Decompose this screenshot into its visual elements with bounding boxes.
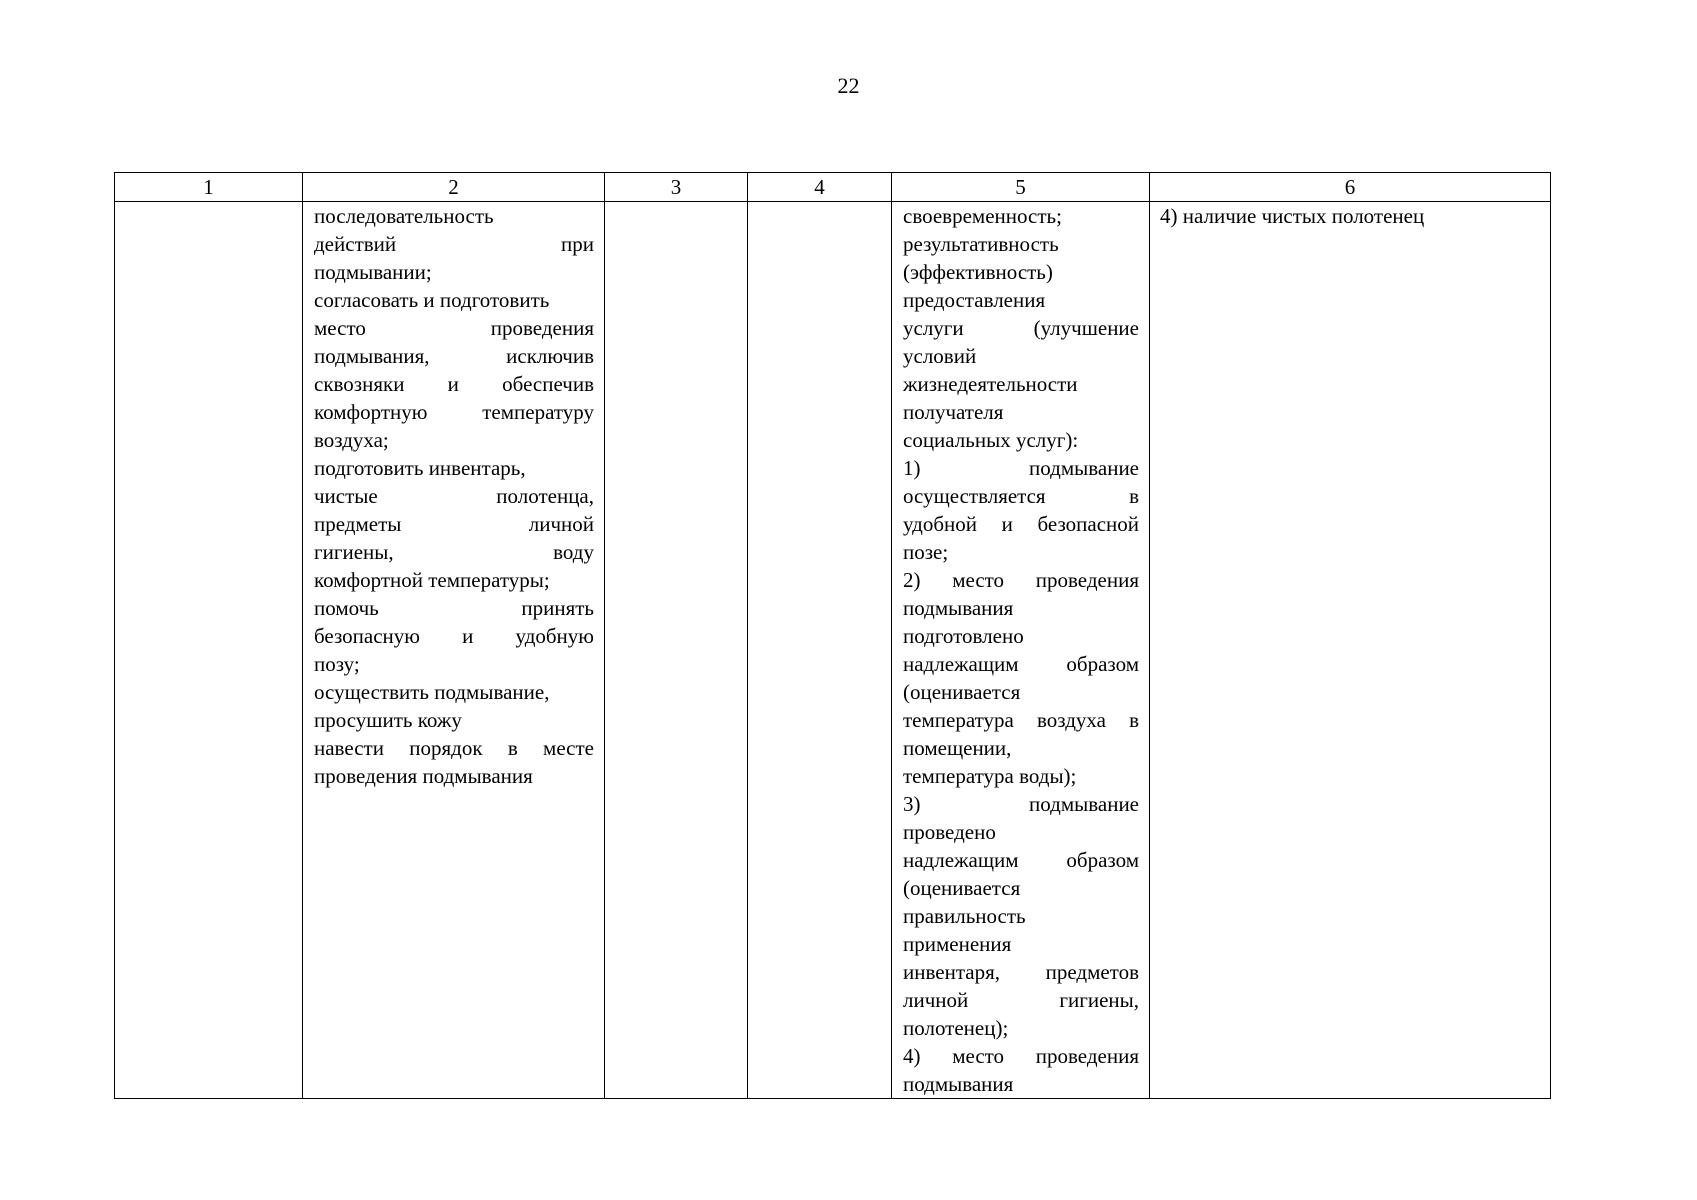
col-2-line: подмывания, исключив [314,344,594,368]
col-2-line: чистые полотенца, [314,484,594,508]
col-5-line: предоставления [903,288,1046,312]
col-5-line: подготовлено [903,624,1024,648]
col-5-line: температура воды); [903,764,1077,788]
col-2-line: сквозняки и обеспечив [314,372,594,396]
col-2-line: позу; [314,652,360,676]
col-5-line: надлежащим образом [903,848,1139,872]
col-5-line: условий [903,344,977,368]
col-5-line: (оценивается [903,680,1021,704]
page-number: 22 [837,73,860,98]
column-header-5: 5 [892,173,1150,202]
col-2-line: подготовить инвентарь, [314,456,526,480]
col-2-line: место проведения [314,316,594,340]
col-5-line: 3) подмывание [903,792,1139,816]
cell-col-1 [115,202,303,1099]
cell-col-2-text [303,202,604,790]
column-header-2: 2 [303,173,605,202]
col-5-line: надлежащим образом [903,652,1139,676]
col-2-line: просушить кожу [314,708,462,732]
col-2-line: проведения подмывания [314,764,533,788]
col-5-line: полотенец); [903,1016,1009,1040]
cell-col-4 [748,202,892,1099]
col-5-line: социальных услуг): [903,428,1079,452]
col-5-line: помещении, [903,736,1012,760]
table-row [115,202,1551,1099]
col-2-line: действий при [314,232,594,256]
col-2-line: комфортную температуру [314,400,594,424]
col-5-line: получателя [903,400,1004,424]
col-2-line: предметы личной [314,512,594,536]
col-5-line: (оценивается [903,876,1021,900]
cell-col-5-text [892,202,1149,1098]
cell-col-2 [303,202,605,1099]
col-5-line: применения [903,932,1012,956]
col-5-line: 1) подмывание [903,456,1139,480]
cell-col-6 [1150,202,1551,1099]
col-5-line: проведено [903,820,996,844]
col-5-line: жизнедеятельности [903,372,1078,396]
col-5-line: 2) место проведения [903,568,1139,592]
col-5-line: осуществляется в [903,484,1139,508]
document-table [114,172,1551,1099]
col-2-line: согласовать и подготовить [314,288,550,312]
col-5-line: услуги (улучшение [903,316,1139,340]
col-5-line: удобной и безопасной [903,512,1139,536]
col-2-line: осуществить подмывание, [314,680,550,704]
col-5-line: 4) место проведения [903,1044,1139,1068]
col-5-line: результативность [903,232,1059,256]
col-2-line: гигиены, воду [314,540,594,564]
col-2-line: подмывании; [314,260,432,284]
column-header-4: 4 [748,173,892,202]
col-5-line: правильность [903,904,1026,928]
column-header-1: 1 [115,173,303,202]
col-2-line: навести порядок в месте [314,736,594,760]
col-2-line: безопасную и удобную [314,624,594,648]
col-2-line: помочь принять [314,596,594,620]
col-5-line: подмывания [903,1072,1014,1096]
column-header-6: 6 [1150,173,1551,202]
cell-col-6-text [1150,202,1550,230]
col-2-line: воздуха; [314,428,389,452]
cell-col-3 [605,202,748,1099]
col-2-line: последовательность [314,204,494,228]
col-6-line: 4) наличие чистых полотенец [1160,204,1425,228]
col-2-line: комфортной температуры; [314,568,550,592]
column-header-3: 3 [605,173,748,202]
cell-col-5 [892,202,1150,1099]
col-5-line: позе; [903,540,949,564]
col-5-line: своевременность; [903,204,1062,228]
col-5-line: (эффективность) [903,260,1053,284]
col-5-line: температура воздуха в [903,708,1139,732]
col-5-line: личной гигиены, [903,988,1139,1012]
table-header-row [115,173,1551,202]
col-5-line: инвентаря, предметов [903,960,1139,984]
col-5-line: подмывания [903,596,1014,620]
